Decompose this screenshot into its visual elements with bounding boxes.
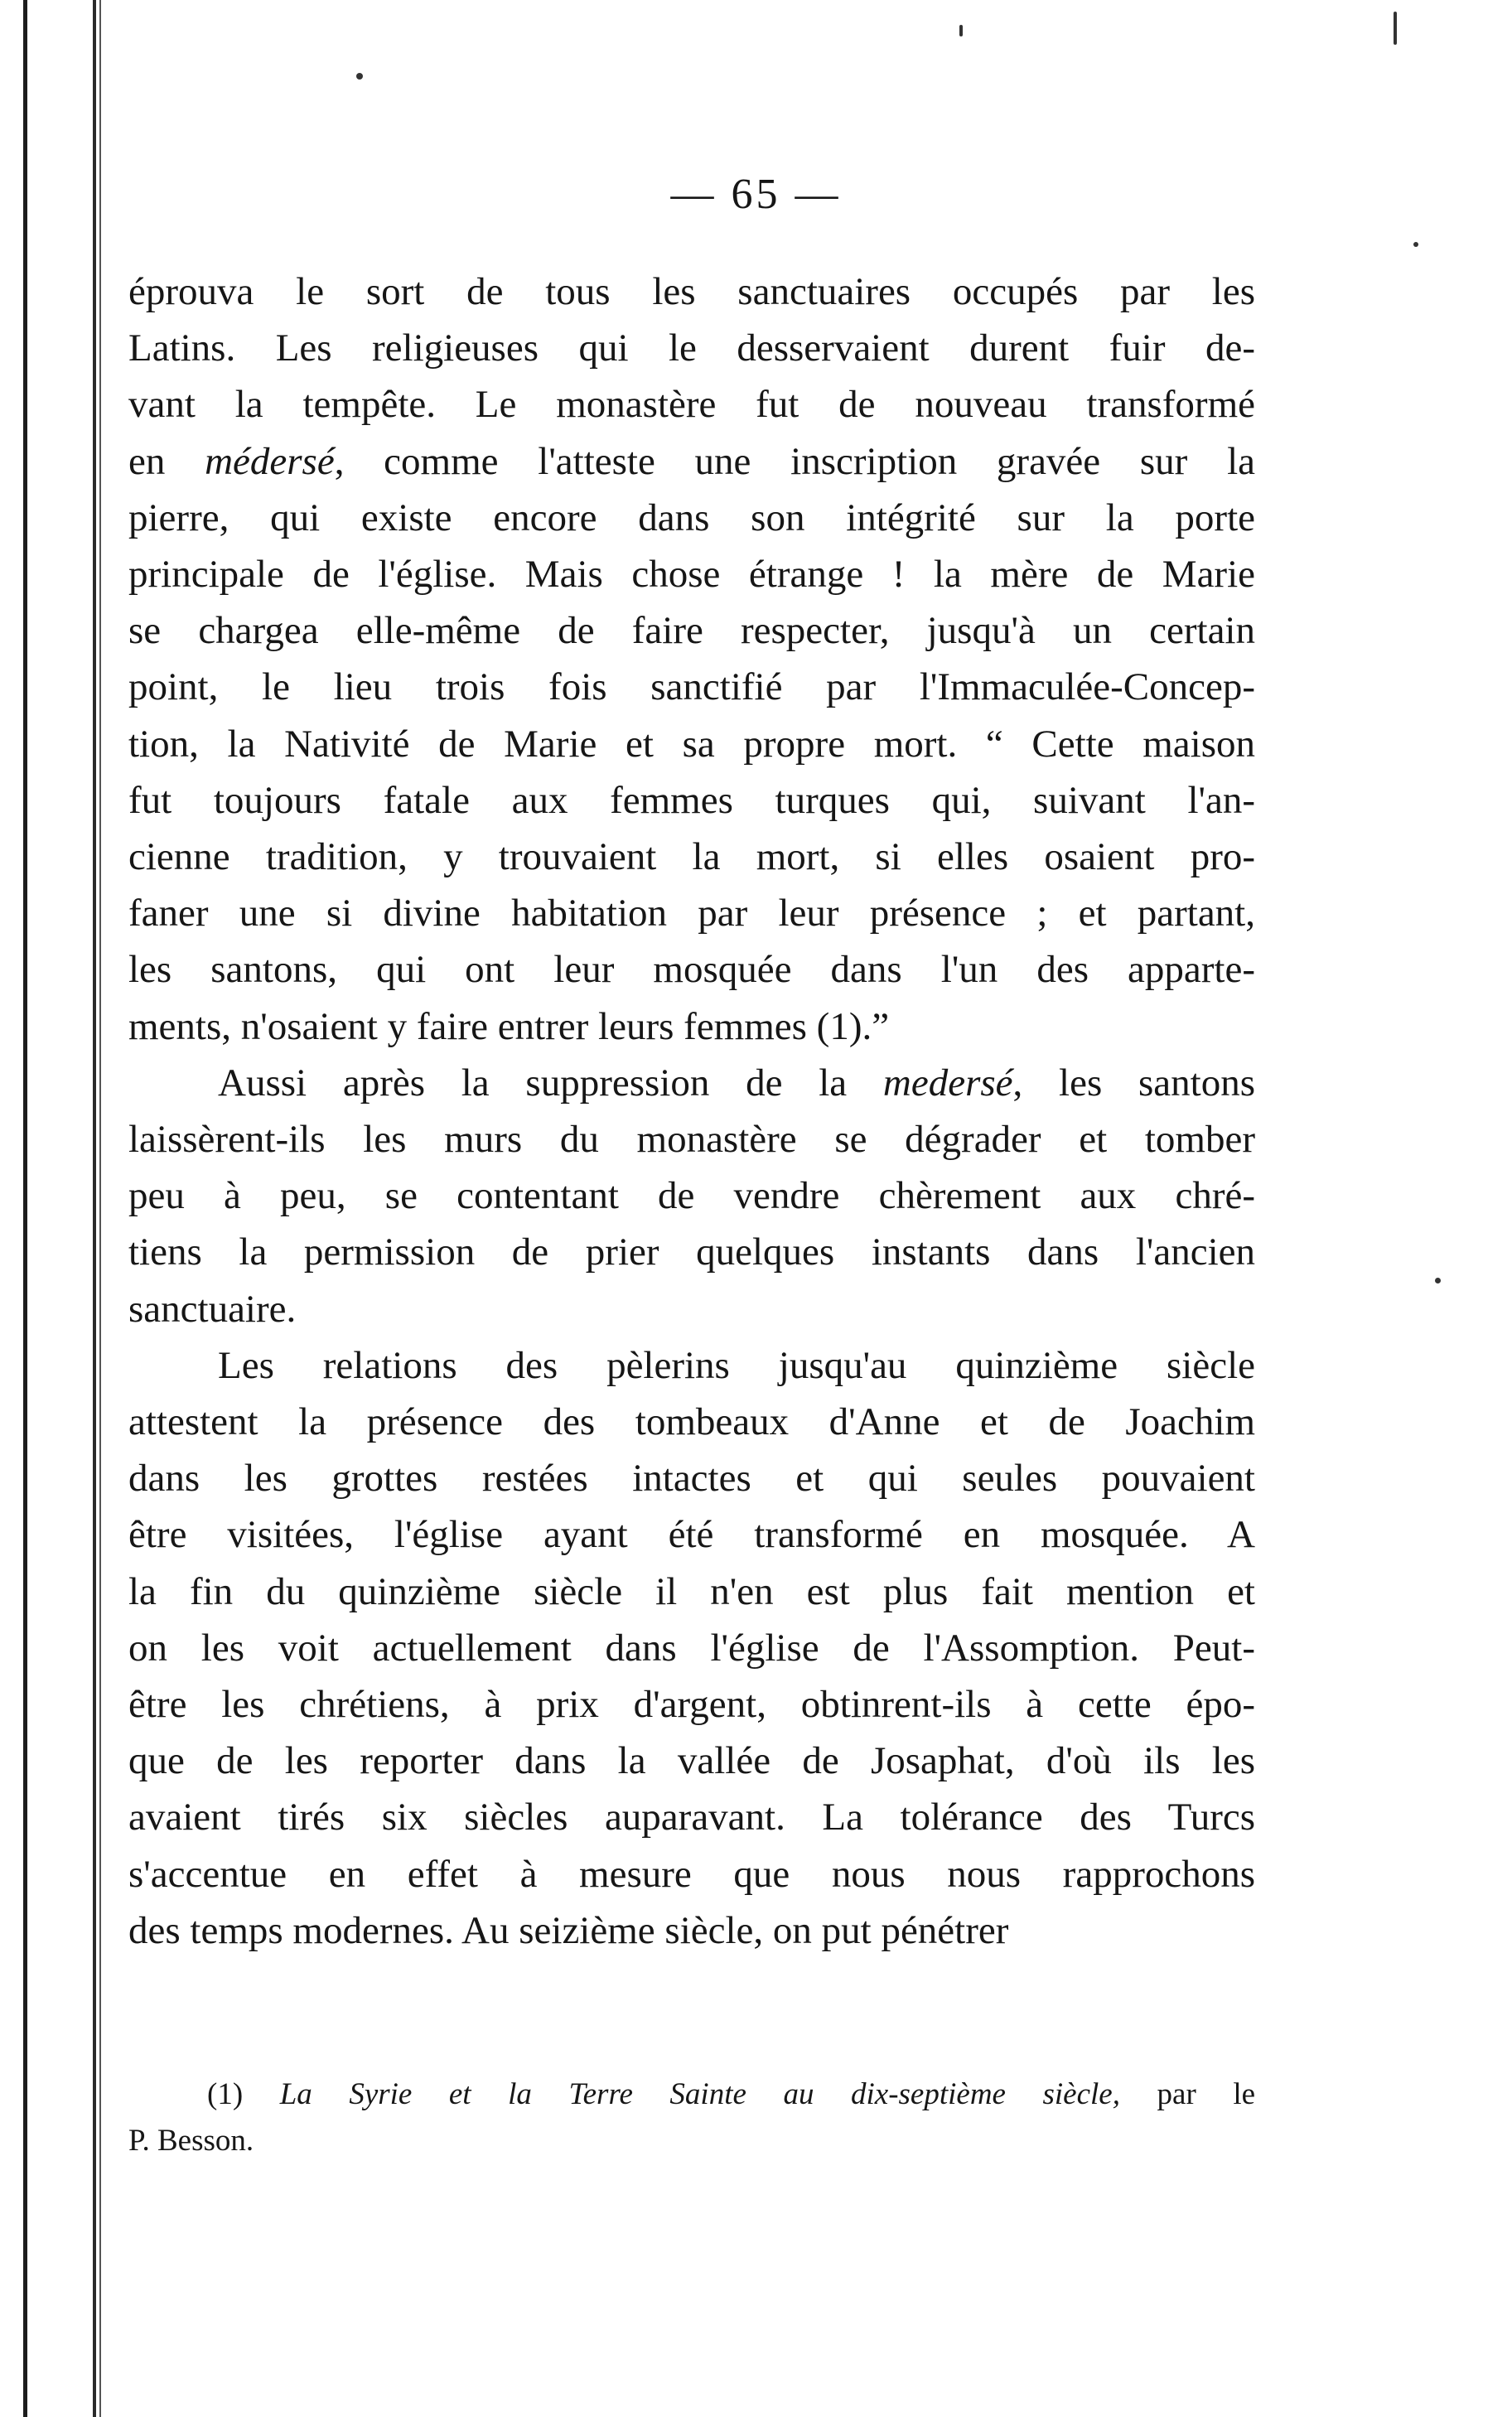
paragraph-2 — [128, 1055, 1255, 1337]
text-line: Les relations des pèlerins jusqu'au quinzième siècle — [218, 1343, 1255, 1387]
scan-binding-edge — [0, 0, 124, 2417]
italic-term: medersé — [882, 1061, 1013, 1105]
scan-speck — [1435, 1278, 1441, 1283]
body-text — [128, 263, 1255, 1959]
scan-speck — [1394, 12, 1397, 45]
text-line: Latins. Les religieuses qui le desservaient durent fuir de- — [128, 326, 1255, 370]
text-line: on les voit actuellement dans l'église de l'Assomption. Peut- — [128, 1626, 1255, 1670]
paragraph-3 — [128, 1337, 1255, 1959]
text-line: attestent la présence des tombeaux d'Anne et de Joachim — [128, 1400, 1255, 1444]
footnote-title: La Syrie et la Terre Sainte au dix-septième siècle, — [279, 2077, 1120, 2111]
text-line: pierre, qui existe encore dans son intégrité sur la porte — [128, 495, 1255, 539]
text-line: peu à peu, se contentant de vendre chèrement aux chré- — [128, 1174, 1255, 1218]
footnote-by: par le — [1157, 2077, 1256, 2111]
text-line: se chargea elle-même de faire respecter, jusqu'à un certain — [128, 609, 1255, 653]
text-line: être visitées, l'église ayant été transformé en mosquée. A — [128, 1513, 1255, 1557]
footnote-author: P. Besson. — [128, 2124, 254, 2158]
scan-speck — [959, 25, 963, 36]
page-number: — 65 — — [670, 171, 842, 218]
text-line: les santons, qui ont leur mosquée dans l'un des apparte- — [128, 948, 1255, 992]
text-line: faner une si divine habitation par leur présence ; et partant, — [128, 892, 1255, 935]
italic-term: médersé — [205, 439, 335, 483]
text-line: tiens la permission de prier quelques instants dans l'ancien — [128, 1230, 1255, 1274]
paragraph-1 — [128, 263, 1255, 1055]
text-line: vant la tempête. Le monastère fut de nouveau transformé — [128, 383, 1255, 427]
text-line: tion, la Nativité de Marie et sa propre mort. “ Cette maison — [128, 722, 1255, 766]
text-line: laissèrent-ils les murs du monastère se dégrader et tomber — [128, 1118, 1255, 1162]
text-line: que de les reporter dans la vallée de Josaphat, d'où ils les — [128, 1739, 1255, 1783]
footnote-line — [128, 2071, 1255, 2118]
text-line: avaient tirés six siècles auparavant. La tolérance des Turcs — [128, 1796, 1255, 1839]
text-line: fut toujours fatale aux femmes turques qui, suivant l'an- — [128, 778, 1255, 822]
text-line: dans les grottes restées intactes et qui seules pouvaient — [128, 1457, 1255, 1501]
footnote-marker: (1) — [207, 2077, 244, 2111]
text-line: la fin du quinzième siècle il n'en est plus fait mention et — [128, 1569, 1255, 1613]
text-line: sanctuaire. — [128, 1287, 297, 1331]
scan-speck — [1413, 242, 1418, 247]
footnote — [128, 2071, 1255, 2164]
text-line: être les chrétiens, à prix d'argent, obtinrent-ils à cette épo- — [128, 1683, 1255, 1727]
text-line: principale de l'église. Mais chose étrange ! la mère de Marie — [128, 553, 1255, 597]
scan-speck — [356, 73, 363, 80]
text-line: éprouva le sort de tous les sanctuaires occupés par les — [128, 270, 1255, 313]
text-line: cienne tradition, y trouvaient la mort, si elles osaient pro- — [128, 835, 1255, 879]
text-line: ments, n'osaient y faire entrer leurs femmes (1).” — [128, 1004, 890, 1048]
text-line: s'accentue en effet à mesure que nous nous rapprochons — [128, 1852, 1255, 1896]
text-line: Aussi après la suppression de la medersé, les santons — [218, 1061, 1255, 1105]
text-line: en médersé, comme l'atteste une inscription gravée sur la — [128, 439, 1255, 483]
text-line: des temps modernes. Au seizième siècle, on put pénétrer — [128, 1908, 1009, 1952]
text-line: point, le lieu trois fois sanctifié par l'Immaculée-Concep- — [128, 665, 1255, 709]
